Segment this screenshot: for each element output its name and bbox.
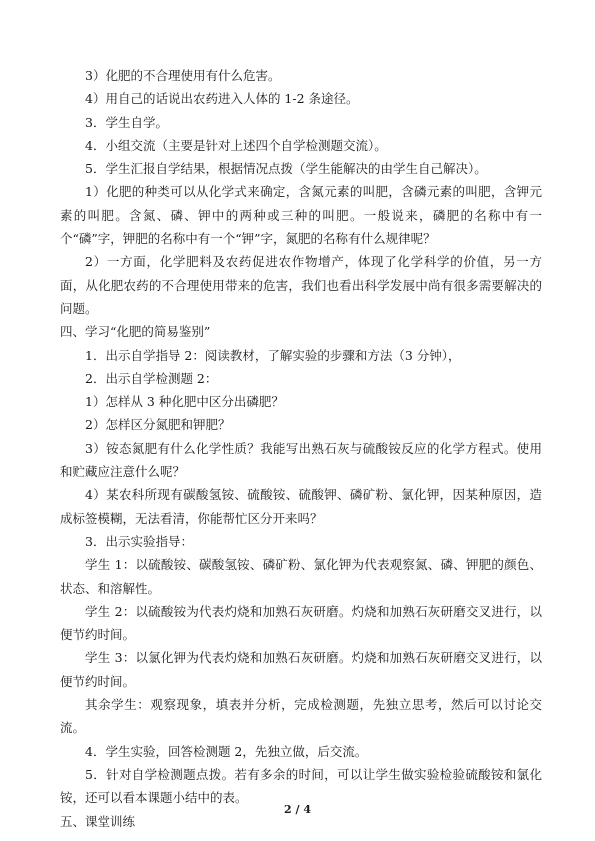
paragraph: 2）一方面，化学肥料及农药促进农作物增产，体现了化学科学的价值，另一方面，从化肥农药的不合理使用带来的危害，我们也看出科学发展中尚有很多需要解决的问题。 [60,254,542,316]
paragraph: 5．针对自学检测题点拨。若有多余的时间，可以让学生做实验检验硫酸铵和氯化铵，还可以看本课题小结中的表。 [60,766,542,806]
page-number: 2 / 4 [284,803,311,816]
paragraph: 1．出示自学指导 2：阅读教材，了解实验的步骤和方法（3 分钟）， [85,347,461,363]
paragraph: 学生 1：以硫酸铵、碳酸氢铵、磷矿粉、氯化钾为代表观察氮、磷、钾肥的颜色、状态、和溶解性。 [60,557,542,596]
paragraph: 3．出示实验指导： [85,533,193,549]
paragraph: 1）化肥的种类可以从化学式来确定，含氮元素的叫肥，含磷元素的叫肥，含钾元素的叫肥。含氮、磷、钾中的两种或三种的叫肥。一般说来，磷肥的名称中有一个“磷”字，钾肥的名称中有一个“钾”字，氮肥的名称有什么规律呢？ [60,184,542,247]
paragraph: 4．小组交流（主要是针对上述四个自学检测题交流）。 [85,137,387,153]
paragraph: 学生 2：以硫酸铵为代表灼烧和加熟石灰研磨。灼烧和加熟石灰研磨交叉进行，以便节约时间。 [60,603,542,643]
paragraph: 2）怎样区分氮肥和钾肥？ [85,417,231,433]
section-heading: 四、学习“化肥的简易鉴别” [60,324,211,340]
paragraph: 3）化肥的不合理使用有什么危害。 [85,68,281,83]
paragraph: 3）铵态氮肥有什么化学性质？我能写出熟石灰与硫酸铵反应的化学方程式。使用和贮藏应注意什么呢？ [60,440,542,480]
paragraph: 4．学生实验，回答检测题 2，先独立做，后交流。 [85,743,368,759]
paragraph: 4）用自己的话说出农药进入人体的 1-2 条途径。 [85,91,359,107]
paragraph: 2．出示自学检测题 2： [85,370,218,386]
paragraph: 4）某农科所现有碳酸氢铵、硫酸铵、硫酸钾、磷矿粉、氯化钾，因某种原因，造成标签模糊，无法看清，你能帮忙区分开来吗？ [60,487,542,526]
paragraph: 其余学生：观察现象，填表并分析，完成检测题，先独立思考，然后可以讨论交流。 [60,697,542,736]
paragraph: 3．学生自学。 [85,114,168,130]
paragraph: 学生 3：以氯化钾为代表灼烧和加熟石灰研磨。灼烧和加熟石灰研磨交叉进行，以便节约时间。 [60,650,542,689]
paragraph: 1）怎样从 3 种化肥中区分出磷肥？ [85,394,284,410]
document-body [60,64,542,833]
paragraph: 5．学生汇报自学结果，根据情况点拨（学生能解决的由学生自己解决）。 [85,161,487,177]
section-heading: 五、课堂训练 [60,813,136,829]
